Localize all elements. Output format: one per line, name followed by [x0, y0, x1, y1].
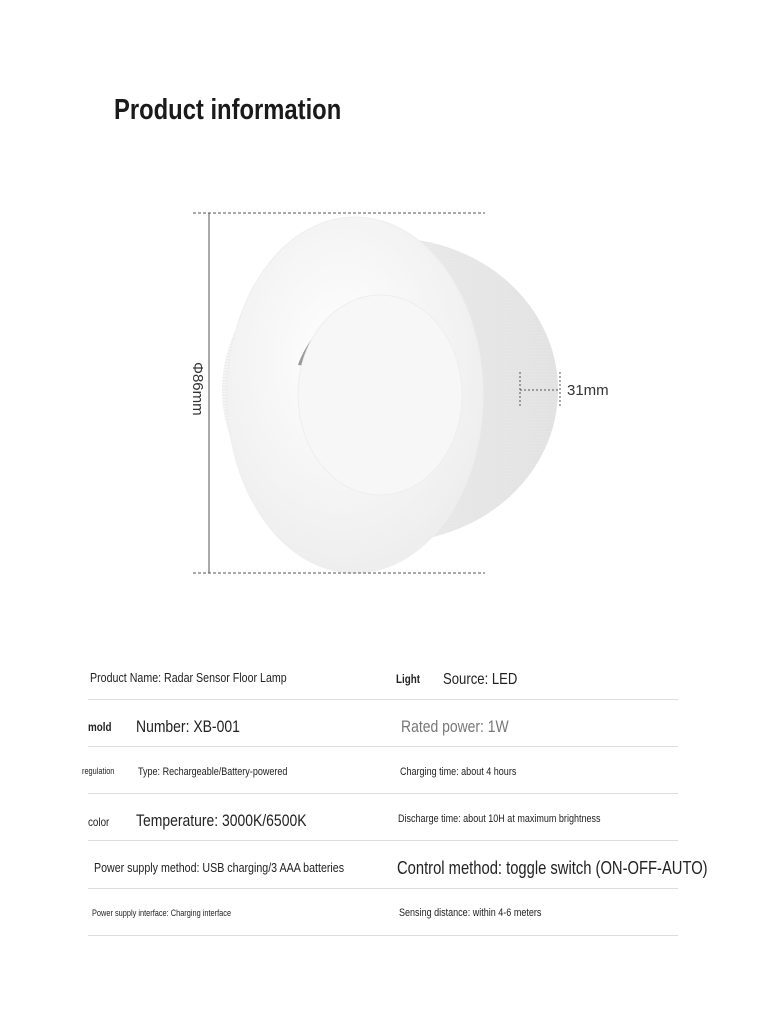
spec-prefix-text: color: [88, 815, 110, 829]
spec-prefix: [82, 766, 122, 776]
spec-text: Type: Rechargeable/Battery-powered: [138, 766, 288, 778]
row-divider: [88, 840, 678, 841]
spec-text: Sensing distance: within 4-6 meters: [399, 907, 542, 919]
row-divider: [88, 935, 678, 936]
spec-text: Charging time: about 4 hours: [400, 766, 517, 778]
spec-text: Product Name: Radar Sensor Floor Lamp: [90, 670, 287, 685]
spec-prefix-text: regulation: [82, 766, 115, 776]
spec-discharge-time: [398, 813, 645, 825]
spec-power-supply-interface: [92, 908, 262, 918]
spec-text: Rated power: 1W: [401, 717, 509, 736]
spec-text: Power supply interface: Charging interface: [92, 908, 232, 918]
spec-text: Source: LED: [443, 671, 518, 688]
row-divider: [88, 888, 678, 889]
spec-rated-power: [401, 717, 532, 737]
spec-prefix: [396, 672, 425, 686]
spec-color-temperature: [136, 811, 344, 831]
row-divider: [88, 793, 678, 794]
spec-control-method: [397, 858, 768, 879]
row-divider: [88, 699, 678, 700]
spec-light-source: [443, 671, 534, 689]
spec-text: Temperature: 3000K/6500K: [136, 811, 307, 830]
spec-model-number: [136, 717, 263, 737]
row-divider: [88, 746, 678, 747]
spec-prefix-text: mold: [88, 720, 112, 734]
spec-sensing-distance: [399, 907, 573, 919]
depth-label: 31mm: [567, 382, 609, 399]
spec-text: Power supply method: USB charging/3 AAA batteries: [94, 860, 345, 875]
spec-text: Number: XB-001: [136, 717, 240, 736]
spec-prefix: [88, 815, 114, 829]
spec-type: [138, 766, 320, 778]
lamp-lens: [298, 295, 462, 495]
spec-charging-time: [400, 766, 542, 778]
spec-power-supply-method: [94, 860, 399, 875]
spec-text: Control method: toggle switch (ON-OFF-AUTO): [397, 858, 708, 878]
spec-text: Discharge time: about 10H at maximum brightness: [398, 813, 601, 825]
diameter-label: Φ86mm: [189, 362, 206, 416]
page-title-text: Product information: [114, 94, 342, 126]
spec-product-name: [90, 670, 330, 685]
spec-prefix: [88, 720, 117, 734]
spec-prefix-text: Light: [396, 672, 421, 686]
page-title: [114, 94, 391, 127]
